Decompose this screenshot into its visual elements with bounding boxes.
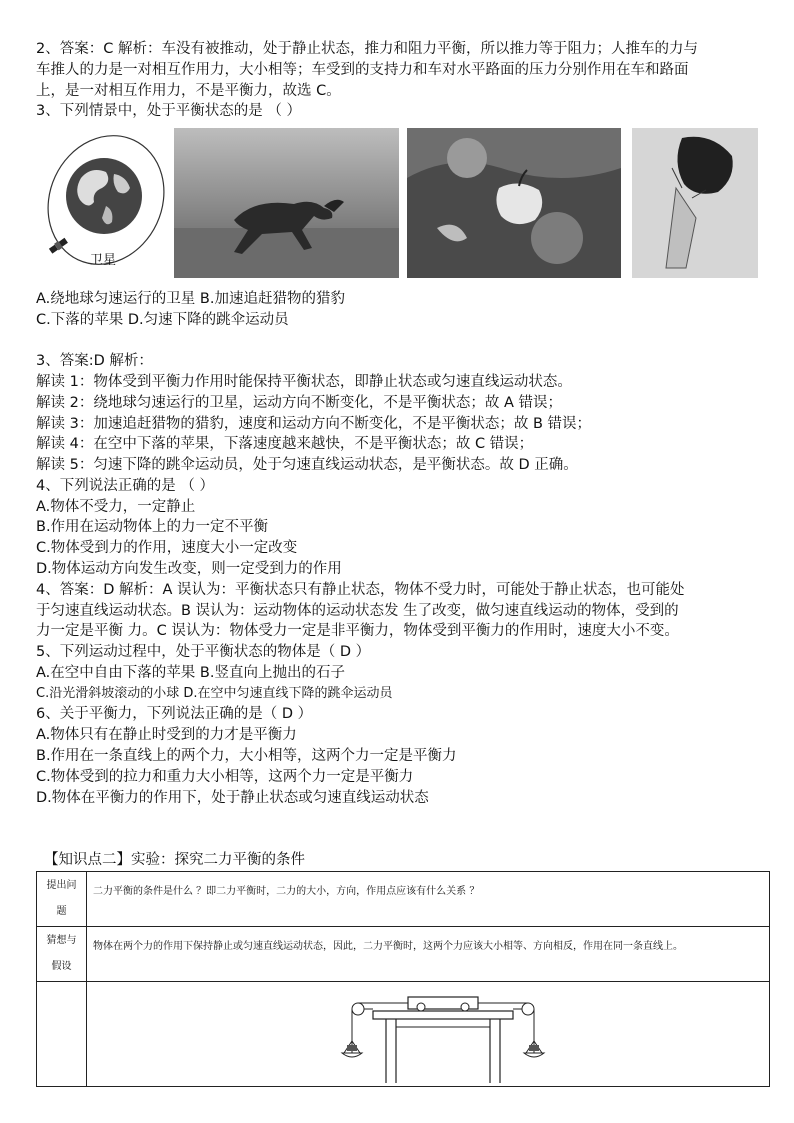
q3-answer-head: 3、答案:D 解析： [36,353,153,369]
row1-label [37,872,87,927]
q6-option-d: D.物体在平衡力的作用下，处于静止状态或匀速直线运动状态 [36,790,429,806]
row2-label-a: 猜想与 [46,935,77,946]
apple-photo [407,128,621,278]
apparatus-cell [87,982,770,1087]
row2-label [37,927,87,982]
q4-stem: 4、下列说法正确的是 （ ） [36,478,214,494]
q6-option-b: B.作用在一条直线上的两个力，大小相等，这两个力一定是平衡力 [36,748,457,764]
satellite-label: 卫星 [90,253,117,268]
parachutist-photo [632,128,758,278]
row1-text: 二力平衡的条件是什么 ？即二力平衡时，二力的大小，方向，作用点应该有什么关系 ？ [87,872,770,927]
q3-stem: 3、下列情景中，处于平衡状态的是 （ ） [36,103,301,119]
experiment-table [36,871,770,1087]
row2-label-b: 假设 [51,961,72,972]
q3-answer-reading2: 解读 2：绕地球匀速运行的卫星，运动方向不断变化，不是平衡状态；故 A 错误； [36,395,562,411]
section2-heading: 【知识点二】实验：探究二力平衡的条件 [44,852,305,868]
q4-option-d: D.物体运动方向发生改变，则一定受到力的作用 [36,561,342,577]
q5-options-cd: C.沿光滑斜坡滚动的小球 D.在空中匀速直线下降的跳伞运动员 [36,686,393,701]
cheetah-photo [174,128,399,278]
q4-answer-line1: 4、答案：D 解析：A 误认为：平衡状态只有静止状态，物体不受力时，可能处于静止状态，也可能处 [36,582,685,598]
row2-text: 物体在两个力的作用下保持静止或匀速直线运动状态，因此，二力平衡时，这两个力应该大小相等、方向相反，作用在同一条直线上。 [87,927,770,982]
q2-answer-line2: 车推人的力是一对相互作用力，大小相等；车受到的支持力和车对水平路面的压力分别作用在车和路面 [36,62,689,78]
q6-option-c: C.物体受到的拉力和重力大小相等，这两个力一定是平衡力 [36,769,414,785]
q4-answer-line3: 力一定是平衡 力。C 误认为：物体受力一定是非平衡力，物体受到平衡力的作用时，速度大小不变。 [36,623,679,639]
q2-answer-line3: 上，是一对相互作用力，不是平衡力，故选 C。 [36,83,341,99]
row3-label [37,982,87,1087]
q3-options-line1: A.绕地球匀速运行的卫星 B.加速追赶猎物的猎豹 [36,291,345,307]
q4-option-c: C.物体受到力的作用，速度大小一定改变 [36,540,298,556]
q3-options-line2: C.下落的苹果 D.匀速下降的跳伞运动员 [36,312,289,328]
two-force-balance-apparatus [88,983,768,1085]
earth-satellite-illustration [36,128,166,278]
q3-answer-reading1: 解读 1：物体受到平衡力作用时能保持平衡状态，即静止状态或匀速直线运动状态。 [36,374,572,390]
row1-label-a: 提出问 [46,880,77,891]
q3-answer-reading5: 解读 5：匀速下降的跳伞运动员，处于匀速直线运动状态，是平衡状态。故 D 正确。 [36,457,578,473]
q6-stem: 6、关于平衡力，下列说法正确的是（ D ） [36,706,313,722]
q5-stem: 5、下列运动过程中，处于平衡状态的物体是（ D ） [36,644,371,660]
q3-answer-reading4: 解读 4：在空中下落的苹果，下落速度越来越快，不是平衡状态；故 C 错误； [36,436,534,452]
q4-option-b: B.作用在运动物体上的力一定不平衡 [36,519,269,535]
q4-option-a: A.物体不受力，一定静止 [36,499,196,515]
q5-options-ab: A.在空中自由下落的苹果 B.竖直向上抛出的石子 [36,665,345,681]
q3-answer-reading3: 解读 3：加速追赶猎物的猎豹，速度和运动方向不断变化，不是平衡状态；故 B 错误； [36,416,591,432]
q3-picture-row [36,128,756,280]
row1-label-b: 题 [56,906,67,917]
q2-answer-line1: 2、答案：C 解析：车没有被推动，处于静止状态，推力和阻力平衡，所以推力等于阻力；人推车的力与 [36,41,698,57]
q6-option-a: A.物体只有在静止时受到的力才是平衡力 [36,727,297,743]
q4-answer-line2: 于匀速直线运动状态。B 误认为：运动物体的运动状态发 生了改变，做匀速直线运动的物体，受到的 [36,603,679,619]
